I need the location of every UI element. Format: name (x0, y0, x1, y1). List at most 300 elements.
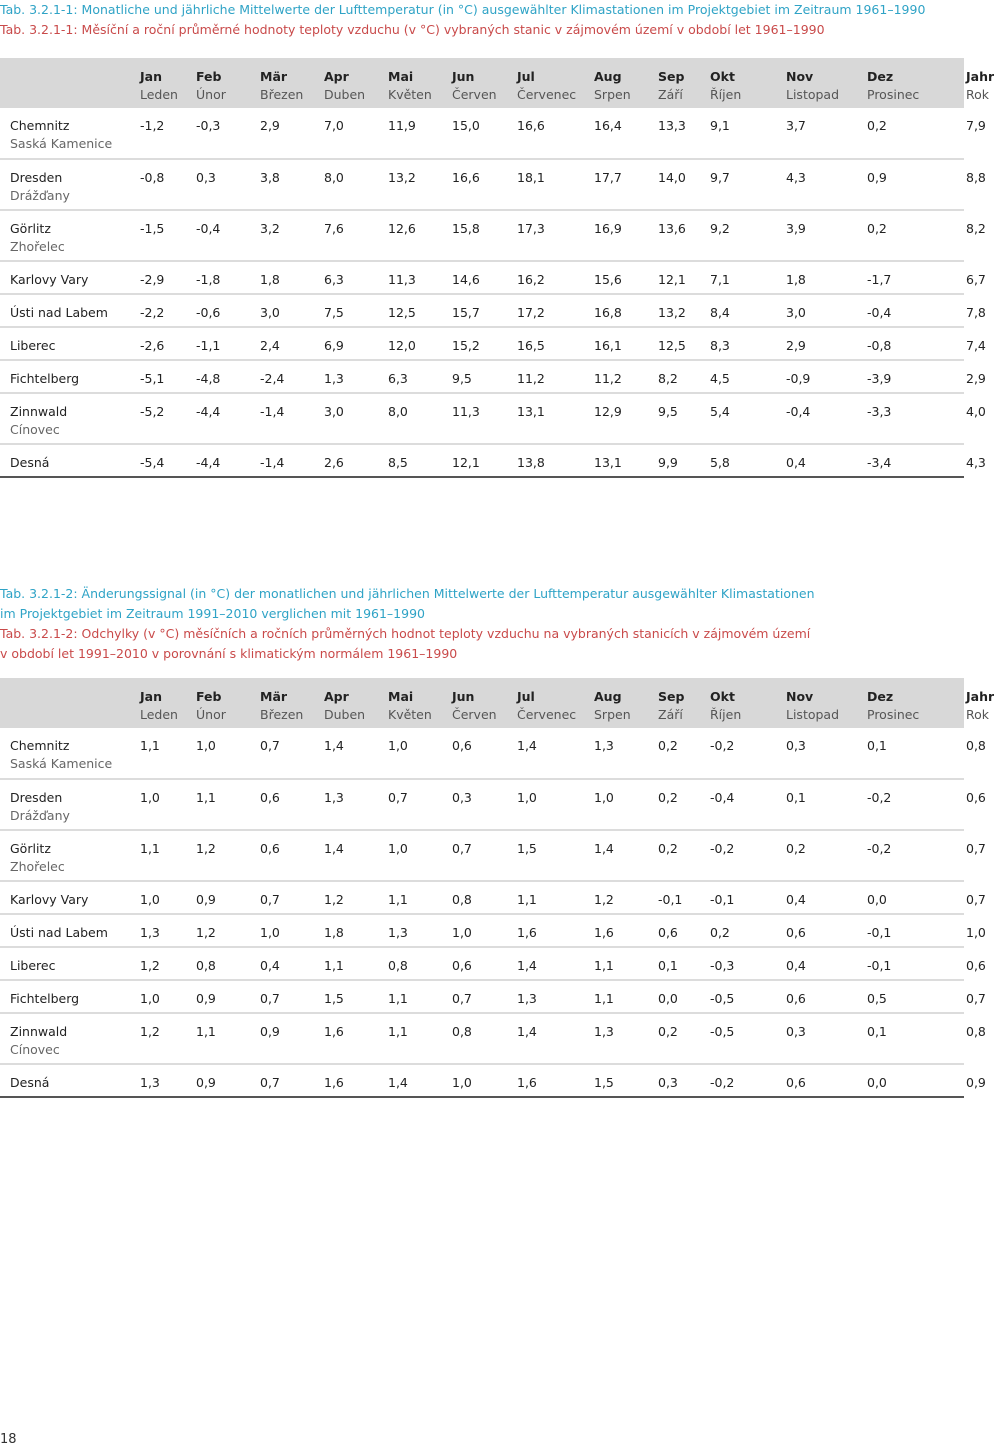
value-cell: 0,3 (786, 738, 806, 753)
value-cell: -0,9 (786, 371, 811, 386)
value-cell: -5,2 (140, 404, 165, 419)
temperature-means-table (0, 58, 994, 478)
value-cell: 1,5 (324, 991, 344, 1006)
month-header (322, 58, 386, 108)
value-cell: 2,6 (324, 455, 344, 470)
value-cell: 11,3 (452, 404, 480, 419)
value-cell: 1,2 (324, 892, 344, 907)
month-header (258, 678, 322, 728)
value-cell: 1,1 (140, 738, 160, 753)
value-cell: 0,7 (260, 1075, 280, 1090)
value-cell: 0,9 (196, 991, 216, 1006)
value-cell: 1,1 (196, 1024, 216, 1039)
value-cell: 1,5 (594, 1075, 614, 1090)
station-name: Zinnwald (10, 404, 68, 419)
value-cell: 16,2 (517, 272, 545, 287)
month-header (386, 58, 450, 108)
table2-caption-de-line1: Tab. 3.2.1-2: Änderungssignal (in °C) der monatlichen und jährlichen Mittelwerte der Lufttemperatur ausgewählter Klimastationen (0, 586, 815, 601)
value-cell: 1,0 (140, 892, 160, 907)
value-cell: 16,1 (594, 338, 622, 353)
value-cell: 2,9 (786, 338, 806, 353)
value-cell: -2,2 (140, 305, 165, 320)
value-cell: 12,1 (658, 272, 686, 287)
month-header-cz: Květen (388, 87, 432, 102)
value-cell: 0,8 (196, 958, 216, 973)
table1-caption-de: Tab. 3.2.1-1: Monatliche und jährliche Mittelwerte der Lufttemperatur (in °C) ausgewählter Klimastationen im Projektgebiet im Zeitraum 1961–1990 (0, 2, 926, 17)
header-row: Jan Leden Feb Únor Mär Březen Apr Duben Mai Květen Jun Červen Jul Červenec Aug Srpen Sep Září Okt Říjen Nov Listopad Dez Prosinec Jahr Rok (0, 678, 964, 728)
month-header-cz: Leden (140, 87, 178, 102)
station-cell (0, 393, 138, 444)
value-cell: 0,4 (786, 455, 806, 470)
month-header-cz: Březen (260, 87, 304, 102)
table-row: Desná 1,3 0,9 0,7 1,6 1,4 1,0 1,6 1,5 0,3 -0,2 0,6 0,0 0,9 (0, 1064, 964, 1097)
value-cell: 17,3 (517, 221, 545, 236)
month-header (450, 678, 515, 728)
value-cell: 1,6 (324, 1075, 344, 1090)
value-cell: 13,6 (658, 221, 686, 236)
value-cell: 12,5 (388, 305, 416, 320)
value-cell: 16,6 (452, 170, 480, 185)
value-cell: 0,3 (196, 170, 216, 185)
value-cell: 1,0 (388, 841, 408, 856)
value-cell: 13,8 (517, 455, 545, 470)
value-cell: 14,0 (658, 170, 686, 185)
month-header-cz: Červenec (517, 707, 577, 722)
month-header (708, 58, 784, 108)
value-cell: 3,0 (786, 305, 806, 320)
value-cell: -5,4 (140, 455, 165, 470)
month-header-de: Nov (786, 69, 814, 84)
value-cell: 1,0 (517, 790, 537, 805)
month-header-de: Nov (786, 689, 814, 704)
month-header-cz: Listopad (786, 87, 840, 102)
table-row: Ústi nad Labem -2,2 -0,6 3,0 7,5 12,5 15,7 17,2 16,8 13,2 8,4 3,0 -0,4 7,8 (0, 294, 964, 327)
value-cell: 1,1 (594, 958, 614, 973)
month-header (322, 678, 386, 728)
table-row: Fichtelberg -5,1 -4,8 -2,4 1,3 6,3 9,5 11,2 11,2 8,2 4,5 -0,9 -3,9 2,9 (0, 360, 964, 393)
value-cell: 3,7 (786, 118, 806, 133)
table-row: Görlitz Zhořelec 1,1 1,2 0,6 1,4 1,0 0,7 1,5 1,4 0,2 -0,2 0,2 -0,2 0,7 (0, 830, 964, 881)
month-header (592, 58, 656, 108)
value-cell: 1,0 (594, 790, 614, 805)
value-cell: 3,0 (260, 305, 280, 320)
station-name-cz: Zhořelec (10, 239, 65, 254)
value-cell: 1,8 (786, 272, 806, 287)
value-cell: 0,6 (260, 790, 280, 805)
month-header (784, 678, 865, 728)
table2-caption-cz-line1: Tab. 3.2.1-2: Odchylky (v °C) měsíčních a ročních průměrných hodnot teploty vzduchu na vybraných stanicích v zájmovém území (0, 626, 811, 641)
value-cell: 9,5 (658, 404, 678, 419)
value-cell: 0,8 (452, 1024, 472, 1039)
station-name-cz: Saská Kamenice (10, 136, 113, 151)
station-name-cz: Drážďany (10, 808, 70, 823)
value-cell: 0,5 (867, 991, 887, 1006)
value-cell: 1,5 (517, 841, 537, 856)
value-cell: 9,7 (710, 170, 730, 185)
month-header (656, 678, 708, 728)
value-cell: 0,7 (260, 991, 280, 1006)
month-header-cz: Únor (196, 707, 226, 722)
value-cell: -0,1 (710, 892, 735, 907)
value-cell: 17,7 (594, 170, 622, 185)
value-cell: 8,5 (388, 455, 408, 470)
station-cell (0, 728, 138, 779)
value-cell: 1,1 (196, 790, 216, 805)
station-name: Karlovy Vary (10, 272, 89, 287)
value-cell: -1,5 (140, 221, 165, 236)
value-cell: -2,6 (140, 338, 165, 353)
month-header-cz: Červen (452, 707, 497, 722)
station-name-cz: Cínovec (10, 422, 60, 437)
value-cell: 1,2 (196, 925, 216, 940)
month-header-cz: Červenec (517, 87, 577, 102)
value-cell: -2,9 (140, 272, 165, 287)
station-name: Desná (10, 1075, 50, 1090)
station-cell (0, 980, 138, 1013)
value-cell: 1,4 (517, 958, 537, 973)
value-cell: 1,2 (140, 958, 160, 973)
value-cell: 2,9 (260, 118, 280, 133)
value-cell: 1,0 (140, 790, 160, 805)
value-cell: -1,4 (260, 404, 285, 419)
value-cell: 6,9 (324, 338, 344, 353)
value-cell: 1,2 (196, 841, 216, 856)
month-header (386, 678, 450, 728)
table-row: Fichtelberg 1,0 0,9 0,7 1,5 1,1 0,7 1,3 1,1 0,0 -0,5 0,6 0,5 0,7 (0, 980, 964, 1013)
value-cell: 0,2 (867, 221, 887, 236)
table2-caption-de-line2: im Projektgebiet im Zeitraum 1991–2010 verglichen mit 1961–1990 (0, 606, 425, 621)
value-cell: 1,6 (517, 1075, 537, 1090)
header-row: Jan Leden Feb Únor Mär Březen Apr Duben Mai Květen Jun Červen Jul Červenec Aug Srpen Sep Září Okt Říjen Nov Listopad Dez Prosinec Jahr Rok (0, 58, 964, 108)
month-header-de: Jan (140, 69, 162, 84)
value-cell: 15,6 (594, 272, 622, 287)
temperature-change-table (0, 678, 994, 1098)
value-cell: 16,5 (517, 338, 545, 353)
station-name: Ústi nad Labem (10, 925, 108, 940)
value-cell: 1,3 (140, 1075, 160, 1090)
value-cell: 5,4 (710, 404, 730, 419)
station-cell (0, 294, 138, 327)
table-row: Karlovy Vary -2,9 -1,8 1,8 6,3 11,3 14,6 16,2 15,6 12,1 7,1 1,8 -1,7 6,7 (0, 261, 964, 294)
value-cell: 1,8 (324, 925, 344, 940)
value-cell: -0,5 (710, 991, 735, 1006)
value-cell: 1,1 (388, 892, 408, 907)
value-cell: -2,4 (260, 371, 285, 386)
value-cell: 12,6 (388, 221, 416, 236)
value-cell: 3,0 (324, 404, 344, 419)
value-cell: 1,8 (260, 272, 280, 287)
month-header-cz: Září (658, 87, 683, 102)
month-header-de: Okt (710, 69, 735, 84)
value-cell: 13,2 (658, 305, 686, 320)
value-cell: 4,5 (710, 371, 730, 386)
value-cell: 13,1 (517, 404, 545, 419)
value-cell: -0,5 (710, 1024, 735, 1039)
value-cell: 1,3 (388, 925, 408, 940)
value-cell: 1,2 (594, 892, 614, 907)
value-cell: 7,0 (324, 118, 344, 133)
table-row: Liberec 1,2 0,8 0,4 1,1 0,8 0,6 1,4 1,1 0,1 -0,3 0,4 -0,1 0,6 (0, 947, 964, 980)
value-cell: 0,2 (710, 925, 730, 940)
month-header-de: Feb (196, 689, 222, 704)
value-cell: 1,6 (517, 925, 537, 940)
value-cell: 1,1 (324, 958, 344, 973)
value-cell: 1,3 (324, 371, 344, 386)
value-cell: 0,7 (452, 991, 472, 1006)
month-header-de: Jun (452, 689, 475, 704)
month-header-de: Dez (867, 689, 894, 704)
value-cell: 11,9 (388, 118, 416, 133)
table2-caption-cz-line2: v období let 1991–2010 v porovnání s klimatickým normálem 1961–1990 (0, 646, 458, 661)
month-header (194, 678, 258, 728)
value-cell: 4,3 (786, 170, 806, 185)
value-cell: 17,2 (517, 305, 545, 320)
station-cell (0, 327, 138, 360)
table-row: Chemnitz Saská Kamenice -1,2 -0,3 2,9 7,0 11,9 15,0 16,6 16,4 13,3 9,1 3,7 0,2 7,9 (0, 108, 964, 159)
table-row: Zinnwald Cínovec 1,2 1,1 0,9 1,6 1,1 0,8 1,4 1,3 0,2 -0,5 0,3 0,1 0,8 (0, 1013, 964, 1064)
table-row: Karlovy Vary 1,0 0,9 0,7 1,2 1,1 0,8 1,1 1,2 -0,1 -0,1 0,4 0,0 0,7 (0, 881, 964, 914)
value-cell: 11,2 (594, 371, 622, 386)
value-cell: 0,6 (786, 991, 806, 1006)
month-header (708, 678, 784, 728)
value-cell: 15,8 (452, 221, 480, 236)
table1-caption-cz: Tab. 3.2.1-1: Měsíční a roční průměrné hodnoty teploty vzduchu (v °C) vybraných stanic v zájmovém území v období let 1961–1990 (0, 22, 825, 37)
value-cell: 0,6 (658, 925, 678, 940)
value-cell: 0,7 (388, 790, 408, 805)
value-cell: 0,6 (786, 1075, 806, 1090)
value-cell: -0,3 (710, 958, 735, 973)
month-header-cz: Duben (324, 707, 366, 722)
value-cell: 6,3 (324, 272, 344, 287)
value-cell: 13,2 (388, 170, 416, 185)
value-cell: 5,8 (710, 455, 730, 470)
month-header-de: Mär (260, 69, 288, 84)
value-cell: -0,4 (196, 221, 221, 236)
station-cell (0, 830, 138, 881)
value-cell: 16,8 (594, 305, 622, 320)
table-row: Dresden Drážďany 1,0 1,1 0,6 1,3 0,7 0,3 1,0 1,0 0,2 -0,4 0,1 -0,2 0,6 (0, 779, 964, 830)
value-cell: -1,4 (260, 455, 285, 470)
value-cell: 9,5 (452, 371, 472, 386)
value-cell: 0,4 (786, 892, 806, 907)
month-header-de: Jul (517, 69, 535, 84)
value-cell: 12,5 (658, 338, 686, 353)
value-cell: 0,2 (786, 841, 806, 856)
value-cell: -4,4 (196, 404, 221, 419)
value-cell: -1,7 (867, 272, 892, 287)
value-cell: 16,6 (517, 118, 545, 133)
month-header-de: Apr (324, 69, 349, 84)
value-cell: 1,0 (452, 1075, 472, 1090)
station-name: Ústi nad Labem (10, 305, 108, 320)
value-cell: 1,3 (594, 1024, 614, 1039)
month-header-cz: Leden (140, 707, 178, 722)
month-header-de: Feb (196, 69, 222, 84)
value-cell: -0,4 (867, 305, 892, 320)
table-row: Liberec -2,6 -1,1 2,4 6,9 12,0 15,2 16,5 16,1 12,5 8,3 2,9 -0,8 7,4 (0, 327, 964, 360)
value-cell: -0,2 (710, 841, 735, 856)
value-cell: 15,0 (452, 118, 480, 133)
value-cell: 1,1 (594, 991, 614, 1006)
value-cell: -1,2 (140, 118, 165, 133)
value-cell: 2,4 (260, 338, 280, 353)
value-cell: 12,9 (594, 404, 622, 419)
value-cell: 0,1 (867, 1024, 887, 1039)
station-name: Chemnitz (10, 118, 70, 133)
value-cell: 1,1 (388, 1024, 408, 1039)
value-cell: 0,1 (786, 790, 806, 805)
value-cell: 16,9 (594, 221, 622, 236)
table-row: Zinnwald Cínovec -5,2 -4,4 -1,4 3,0 8,0 11,3 13,1 12,9 9,5 5,4 -0,4 -3,3 4,0 (0, 393, 964, 444)
station-cell (0, 210, 138, 261)
value-cell: 15,7 (452, 305, 480, 320)
value-cell: 8,4 (710, 305, 730, 320)
month-header-cz: Srpen (594, 87, 631, 102)
month-header-de: Jun (452, 69, 475, 84)
value-cell: 0,6 (452, 738, 472, 753)
value-cell: 1,6 (594, 925, 614, 940)
month-header (194, 58, 258, 108)
station-name-cz: Zhořelec (10, 859, 65, 874)
value-cell: 13,1 (594, 455, 622, 470)
value-cell: 0,0 (658, 991, 678, 1006)
month-header-de: Sep (658, 69, 685, 84)
month-header-cz: Listopad (786, 707, 840, 722)
station-cell (0, 261, 138, 294)
value-cell: 0,9 (260, 1024, 280, 1039)
value-cell: 8,0 (388, 404, 408, 419)
station-cell (0, 444, 138, 477)
value-cell: 7,6 (324, 221, 344, 236)
value-cell: 1,3 (140, 925, 160, 940)
month-header (592, 678, 656, 728)
value-cell: 1,6 (324, 1024, 344, 1039)
month-header-de: Mai (388, 69, 414, 84)
month-header-de: Sep (658, 689, 685, 704)
station-column-header (0, 678, 138, 728)
value-cell: 7,1 (710, 272, 730, 287)
month-header-cz: Únor (196, 87, 226, 102)
value-cell: 1,1 (140, 841, 160, 856)
station-column-header (0, 58, 138, 108)
value-cell: -0,2 (710, 1075, 735, 1090)
month-header-cz: Září (658, 707, 683, 722)
value-cell: 3,2 (260, 221, 280, 236)
page-number: 18 (0, 1432, 17, 1447)
value-cell: -0,2 (710, 738, 735, 753)
value-cell: 0,8 (388, 958, 408, 973)
station-name: Liberec (10, 338, 56, 353)
value-cell: -0,2 (867, 841, 892, 856)
value-cell: -5,1 (140, 371, 165, 386)
value-cell: 1,4 (324, 841, 344, 856)
value-cell: 15,2 (452, 338, 480, 353)
value-cell: -3,3 (867, 404, 892, 419)
value-cell: 14,6 (452, 272, 480, 287)
station-name: Karlovy Vary (10, 892, 89, 907)
station-name: Görlitz (10, 221, 51, 236)
month-header-cz: Březen (260, 707, 304, 722)
value-cell: 0,4 (260, 958, 280, 973)
month-header-cz: Prosinec (867, 87, 920, 102)
value-cell: -1,1 (196, 338, 221, 353)
value-cell: 8,0 (324, 170, 344, 185)
value-cell: 11,3 (388, 272, 416, 287)
month-header-cz: Říjen (710, 707, 742, 722)
value-cell: 1,0 (260, 925, 280, 940)
value-cell: 0,6 (786, 925, 806, 940)
month-header (865, 678, 964, 728)
value-cell: 1,4 (388, 1075, 408, 1090)
value-cell: 0,9 (196, 892, 216, 907)
month-header (138, 58, 194, 108)
value-cell: 0,0 (867, 1075, 887, 1090)
month-header (515, 678, 592, 728)
value-cell: -0,8 (140, 170, 165, 185)
value-cell: 9,2 (710, 221, 730, 236)
value-cell: 12,0 (388, 338, 416, 353)
value-cell: 0,1 (867, 738, 887, 753)
month-header (515, 58, 592, 108)
month-header-de: Aug (594, 689, 622, 704)
value-cell: 1,0 (140, 991, 160, 1006)
station-name-cz: Drážďany (10, 188, 70, 203)
value-cell: 8,3 (710, 338, 730, 353)
value-cell: 0,3 (786, 1024, 806, 1039)
value-cell: -0,1 (867, 925, 892, 940)
table1-caption (0, 0, 960, 40)
value-cell: 12,1 (452, 455, 480, 470)
value-cell: 0,2 (867, 118, 887, 133)
value-cell: 0,7 (260, 738, 280, 753)
table-row: Dresden Drážďany -0,8 0,3 3,8 8,0 13,2 16,6 18,1 17,7 14,0 9,7 4,3 0,9 8,8 (0, 159, 964, 210)
station-cell (0, 947, 138, 980)
month-header-cz: Srpen (594, 707, 631, 722)
station-cell (0, 159, 138, 210)
station-name: Chemnitz (10, 738, 70, 753)
value-cell: 9,1 (710, 118, 730, 133)
month-header (450, 58, 515, 108)
table-row: Görlitz Zhořelec -1,5 -0,4 3,2 7,6 12,6 15,8 17,3 16,9 13,6 9,2 3,9 0,2 8,2 (0, 210, 964, 261)
month-header (138, 678, 194, 728)
value-cell: 7,5 (324, 305, 344, 320)
table2-caption (0, 584, 960, 664)
month-header-cz: Duben (324, 87, 366, 102)
station-cell (0, 108, 138, 159)
station-cell (0, 1013, 138, 1064)
month-header-cz: Červen (452, 87, 497, 102)
month-header-de: Aug (594, 69, 622, 84)
table-row: Chemnitz Saská Kamenice 1,1 1,0 0,7 1,4 1,0 0,6 1,4 1,3 0,2 -0,2 0,3 0,1 0,8 (0, 728, 964, 779)
month-header-de: Apr (324, 689, 349, 704)
value-cell: 3,9 (786, 221, 806, 236)
value-cell: 11,2 (517, 371, 545, 386)
value-cell: -0,2 (867, 790, 892, 805)
month-header-cz: Prosinec (867, 707, 920, 722)
value-cell: 0,6 (452, 958, 472, 973)
value-cell: 13,3 (658, 118, 686, 133)
value-cell: 1,2 (140, 1024, 160, 1039)
value-cell: 0,1 (658, 958, 678, 973)
station-name: Fichtelberg (10, 991, 80, 1006)
value-cell: -0,8 (867, 338, 892, 353)
value-cell: -4,4 (196, 455, 221, 470)
month-header-cz: Říjen (710, 87, 742, 102)
value-cell: 1,3 (324, 790, 344, 805)
value-cell: 1,4 (324, 738, 344, 753)
month-header (865, 58, 964, 108)
month-header-de: Dez (867, 69, 894, 84)
